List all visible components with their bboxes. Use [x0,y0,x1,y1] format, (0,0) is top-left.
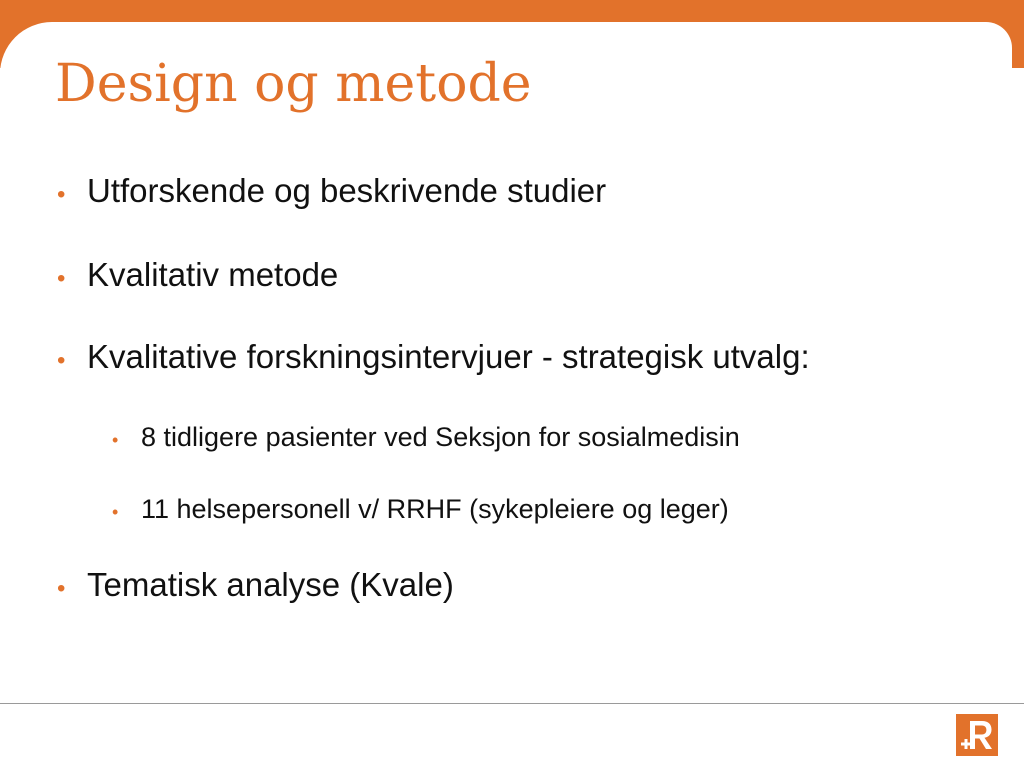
bullet-text: Kvalitative forskningsintervjuer - strategisk utvalg: [87,338,810,375]
bullet-item [57,256,338,294]
bullet-item [57,566,454,604]
r-plus-logo-icon [956,714,998,756]
bullet-item [57,172,606,210]
bullet-dot-icon: • [112,430,119,450]
bullet-dot-icon: • [112,502,119,522]
sub-bullet-text: 11 helsepersonell v/ RRHF (sykepleiere og leger) [141,494,729,524]
bullet-dot-icon: • [57,265,66,292]
bullet-dot-icon: • [57,575,66,602]
sub-bullet-item [112,422,740,453]
bullet-dot-icon: • [57,181,66,208]
sub-bullet-item [112,494,729,525]
bullet-text: Tematisk analyse (Kvale) [87,566,454,603]
bullet-dot-icon: • [57,347,66,374]
slide-title: Design og metode [55,54,532,114]
footer-divider [0,703,1024,704]
bullet-text: Kvalitativ metode [87,256,339,293]
bullet-item [57,338,810,376]
sub-bullet-text: 8 tidligere pasienter ved Seksjon for sosialmedisin [141,422,740,452]
bullet-text: Utforskende og beskrivende studier [87,172,607,209]
